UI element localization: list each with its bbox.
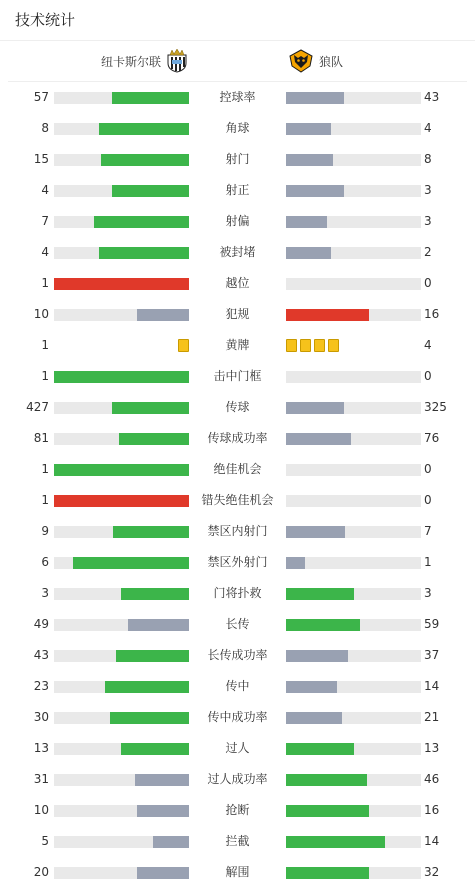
away-team-name: 狼队 (319, 54, 344, 69)
away-bar-fill (286, 309, 369, 321)
home-bar-fill (105, 681, 189, 693)
away-value: 4 (424, 338, 432, 352)
stat-label: 过人 (225, 741, 250, 755)
stat-label: 长传成功率 (207, 648, 268, 662)
stat-label: 抢断 (225, 803, 250, 817)
stat-label: 击中门框 (213, 369, 262, 383)
home-bar (54, 464, 189, 476)
teams-header (8, 41, 467, 82)
away-bar (286, 464, 421, 476)
away-value: 0 (424, 462, 432, 476)
away-value: 13 (424, 741, 440, 755)
home-bar-fill (54, 464, 189, 476)
away-bar-fill (286, 247, 331, 259)
away-value: 3 (424, 183, 432, 197)
home-bar-fill (99, 247, 189, 259)
home-bar (54, 185, 189, 197)
home-bar-fill (54, 371, 189, 383)
away-value: 46 (424, 772, 440, 786)
away-bar (286, 154, 421, 166)
away-bar (286, 216, 421, 228)
stat-label: 过人成功率 (207, 772, 268, 786)
yellow-card-icon (314, 339, 325, 352)
yellow-card-icon (328, 339, 339, 352)
away-bar-fill (286, 123, 331, 135)
away-value: 14 (424, 679, 440, 693)
stat-row (0, 454, 475, 485)
home-bar-fill (137, 309, 189, 321)
stat-label: 禁区内射门 (207, 524, 268, 538)
stat-row (0, 82, 475, 113)
away-bar (286, 247, 421, 259)
home-bar-fill (101, 154, 189, 166)
stat-label: 射门 (225, 152, 250, 166)
stat-row (0, 268, 475, 299)
away-bar-fill (286, 836, 385, 848)
away-bar (286, 526, 421, 538)
stat-label: 射偏 (225, 214, 250, 228)
home-value: 5 (41, 834, 49, 848)
home-value: 1 (41, 276, 49, 290)
away-value: 0 (424, 276, 432, 290)
away-value: 21 (424, 710, 440, 724)
away-bar-fill (286, 588, 354, 600)
away-bar (286, 402, 421, 414)
away-value: 43 (424, 90, 440, 104)
stat-row (0, 857, 475, 888)
away-value: 2 (424, 245, 432, 259)
stat-label: 黄牌 (225, 338, 250, 352)
home-bar-fill (110, 712, 189, 724)
away-bar (286, 557, 421, 569)
away-bar (286, 681, 421, 693)
away-bar (286, 433, 421, 445)
home-bar-fill (94, 216, 189, 228)
home-value: 43 (33, 648, 49, 662)
home-bar (54, 309, 189, 321)
away-bar (286, 774, 421, 786)
away-value: 16 (424, 803, 440, 817)
away-value: 16 (424, 307, 440, 321)
away-bar-fill (286, 557, 305, 569)
stat-label: 越位 (225, 276, 250, 290)
home-bar-fill (121, 743, 189, 755)
away-cards (286, 339, 339, 353)
home-bar (54, 402, 189, 414)
stat-label: 传球 (225, 400, 250, 414)
home-bar (54, 92, 189, 104)
stat-label: 禁区外射门 (207, 555, 268, 569)
home-value: 1 (41, 462, 49, 476)
home-value: 49 (33, 617, 49, 631)
home-value: 20 (33, 865, 49, 879)
stat-row (0, 733, 475, 764)
away-bar (286, 278, 421, 290)
stat-row (0, 330, 475, 361)
stat-label: 角球 (225, 121, 250, 135)
away-value: 1 (424, 555, 432, 569)
home-bar (54, 681, 189, 693)
stat-label: 门将扑救 (213, 586, 262, 600)
stat-label: 射正 (225, 183, 250, 197)
home-bar-fill (54, 278, 189, 290)
away-bar-fill (286, 774, 367, 786)
home-bar (54, 123, 189, 135)
home-value: 4 (41, 183, 49, 197)
home-bar (54, 371, 189, 383)
newcastle-crest-icon (165, 49, 189, 73)
home-value: 15 (33, 152, 49, 166)
home-bar (54, 154, 189, 166)
away-bar-fill (286, 805, 369, 817)
away-value: 76 (424, 431, 440, 445)
home-value: 10 (33, 307, 49, 321)
away-value: 3 (424, 586, 432, 600)
away-value: 8 (424, 152, 432, 166)
stat-row (0, 423, 475, 454)
stat-row (0, 702, 475, 733)
home-bar (54, 743, 189, 755)
home-value: 7 (41, 214, 49, 228)
away-bar-fill (286, 154, 333, 166)
page-title: 技术统计 (0, 0, 475, 41)
away-bar (286, 867, 421, 879)
stat-row (0, 299, 475, 330)
away-bar (286, 495, 421, 507)
away-value: 32 (424, 865, 440, 879)
away-bar (286, 371, 421, 383)
stat-row (0, 795, 475, 826)
away-value: 0 (424, 493, 432, 507)
home-value: 1 (41, 493, 49, 507)
home-team-name: 纽卡斯尔联 (101, 54, 162, 69)
stat-row (0, 578, 475, 609)
stat-row (0, 609, 475, 640)
stat-label: 拦截 (225, 834, 250, 848)
stat-label: 传球成功率 (207, 431, 268, 445)
home-bar-fill (112, 185, 189, 197)
home-bar-fill (112, 92, 189, 104)
stat-label: 被封堵 (219, 245, 256, 259)
away-bar (286, 185, 421, 197)
yellow-card-icon (300, 339, 311, 352)
stat-row (0, 516, 475, 547)
yellow-card-icon (178, 339, 189, 352)
away-bar (286, 619, 421, 631)
home-bar-fill (137, 805, 189, 817)
stat-row (0, 671, 475, 702)
stats-list (0, 82, 475, 888)
home-value: 31 (33, 772, 49, 786)
stat-row (0, 640, 475, 671)
home-value: 3 (41, 586, 49, 600)
away-value: 325 (424, 400, 447, 414)
home-bar (54, 867, 189, 879)
stat-row (0, 392, 475, 423)
stat-label: 传中成功率 (207, 710, 268, 724)
home-value: 13 (33, 741, 49, 755)
away-bar (286, 743, 421, 755)
away-value: 37 (424, 648, 440, 662)
home-bar (54, 216, 189, 228)
stat-label: 解围 (225, 865, 250, 879)
away-team[interactable] (289, 41, 343, 81)
home-bar (54, 619, 189, 631)
away-bar-fill (286, 433, 351, 445)
stat-row (0, 764, 475, 795)
home-bar (54, 278, 189, 290)
home-value: 10 (33, 803, 49, 817)
stat-row (0, 206, 475, 237)
away-bar-fill (286, 867, 369, 879)
home-bar-fill (153, 836, 189, 848)
home-bar-fill (116, 650, 189, 662)
home-value: 81 (33, 431, 49, 445)
home-bar-fill (128, 619, 189, 631)
away-bar (286, 309, 421, 321)
home-bar-fill (112, 402, 189, 414)
away-bar (286, 650, 421, 662)
stat-label: 传中 (225, 679, 250, 693)
home-value: 23 (33, 679, 49, 693)
home-bar (54, 650, 189, 662)
home-bar-fill (137, 867, 189, 879)
away-bar-fill (286, 402, 344, 414)
home-value: 9 (41, 524, 49, 538)
home-value: 30 (33, 710, 49, 724)
away-bar-fill (286, 650, 348, 662)
away-bar (286, 588, 421, 600)
home-bar (54, 557, 189, 569)
home-bar (54, 495, 189, 507)
home-cards (178, 339, 189, 353)
home-bar (54, 247, 189, 259)
home-value: 8 (41, 121, 49, 135)
home-value: 4 (41, 245, 49, 259)
away-bar-fill (286, 216, 327, 228)
away-value: 14 (424, 834, 440, 848)
home-bar (54, 805, 189, 817)
home-value: 427 (26, 400, 49, 414)
stat-row (0, 485, 475, 516)
home-bar-fill (135, 774, 189, 786)
away-bar-fill (286, 92, 344, 104)
home-bar-fill (121, 588, 189, 600)
away-bar-fill (286, 743, 354, 755)
stat-label: 绝佳机会 (213, 462, 262, 476)
stat-label: 控球率 (219, 90, 256, 104)
away-value: 3 (424, 214, 432, 228)
away-value: 4 (424, 121, 432, 135)
home-value: 1 (41, 369, 49, 383)
home-bar-fill (113, 526, 189, 538)
away-bar-fill (286, 681, 337, 693)
home-bar (54, 433, 189, 445)
home-team[interactable] (101, 41, 189, 81)
home-bar (54, 588, 189, 600)
stat-label: 犯规 (225, 307, 250, 321)
stat-label: 错失绝佳机会 (201, 493, 274, 507)
home-value: 6 (41, 555, 49, 569)
home-bar (54, 836, 189, 848)
home-value: 57 (33, 90, 49, 104)
home-bar-fill (54, 495, 189, 507)
stat-row (0, 175, 475, 206)
stat-row (0, 826, 475, 857)
stat-row (0, 237, 475, 268)
away-value: 7 (424, 524, 432, 538)
stat-row (0, 113, 475, 144)
home-value: 1 (41, 338, 49, 352)
away-value: 0 (424, 369, 432, 383)
stat-row (0, 144, 475, 175)
away-bar (286, 836, 421, 848)
stat-row (0, 547, 475, 578)
away-bar-fill (286, 526, 345, 538)
away-bar-fill (286, 712, 342, 724)
away-bar (286, 92, 421, 104)
yellow-card-icon (286, 339, 297, 352)
home-bar (54, 526, 189, 538)
away-bar (286, 712, 421, 724)
stat-row (0, 361, 475, 392)
away-bar-fill (286, 619, 360, 631)
away-bar (286, 805, 421, 817)
home-bar (54, 774, 189, 786)
wolves-crest-icon (289, 49, 313, 73)
away-bar-fill (286, 185, 344, 197)
home-bar-fill (119, 433, 189, 445)
away-value: 59 (424, 617, 440, 631)
home-bar-fill (99, 123, 189, 135)
away-bar (286, 123, 421, 135)
home-bar (54, 712, 189, 724)
stat-label: 长传 (225, 617, 250, 631)
home-bar-fill (73, 557, 189, 569)
